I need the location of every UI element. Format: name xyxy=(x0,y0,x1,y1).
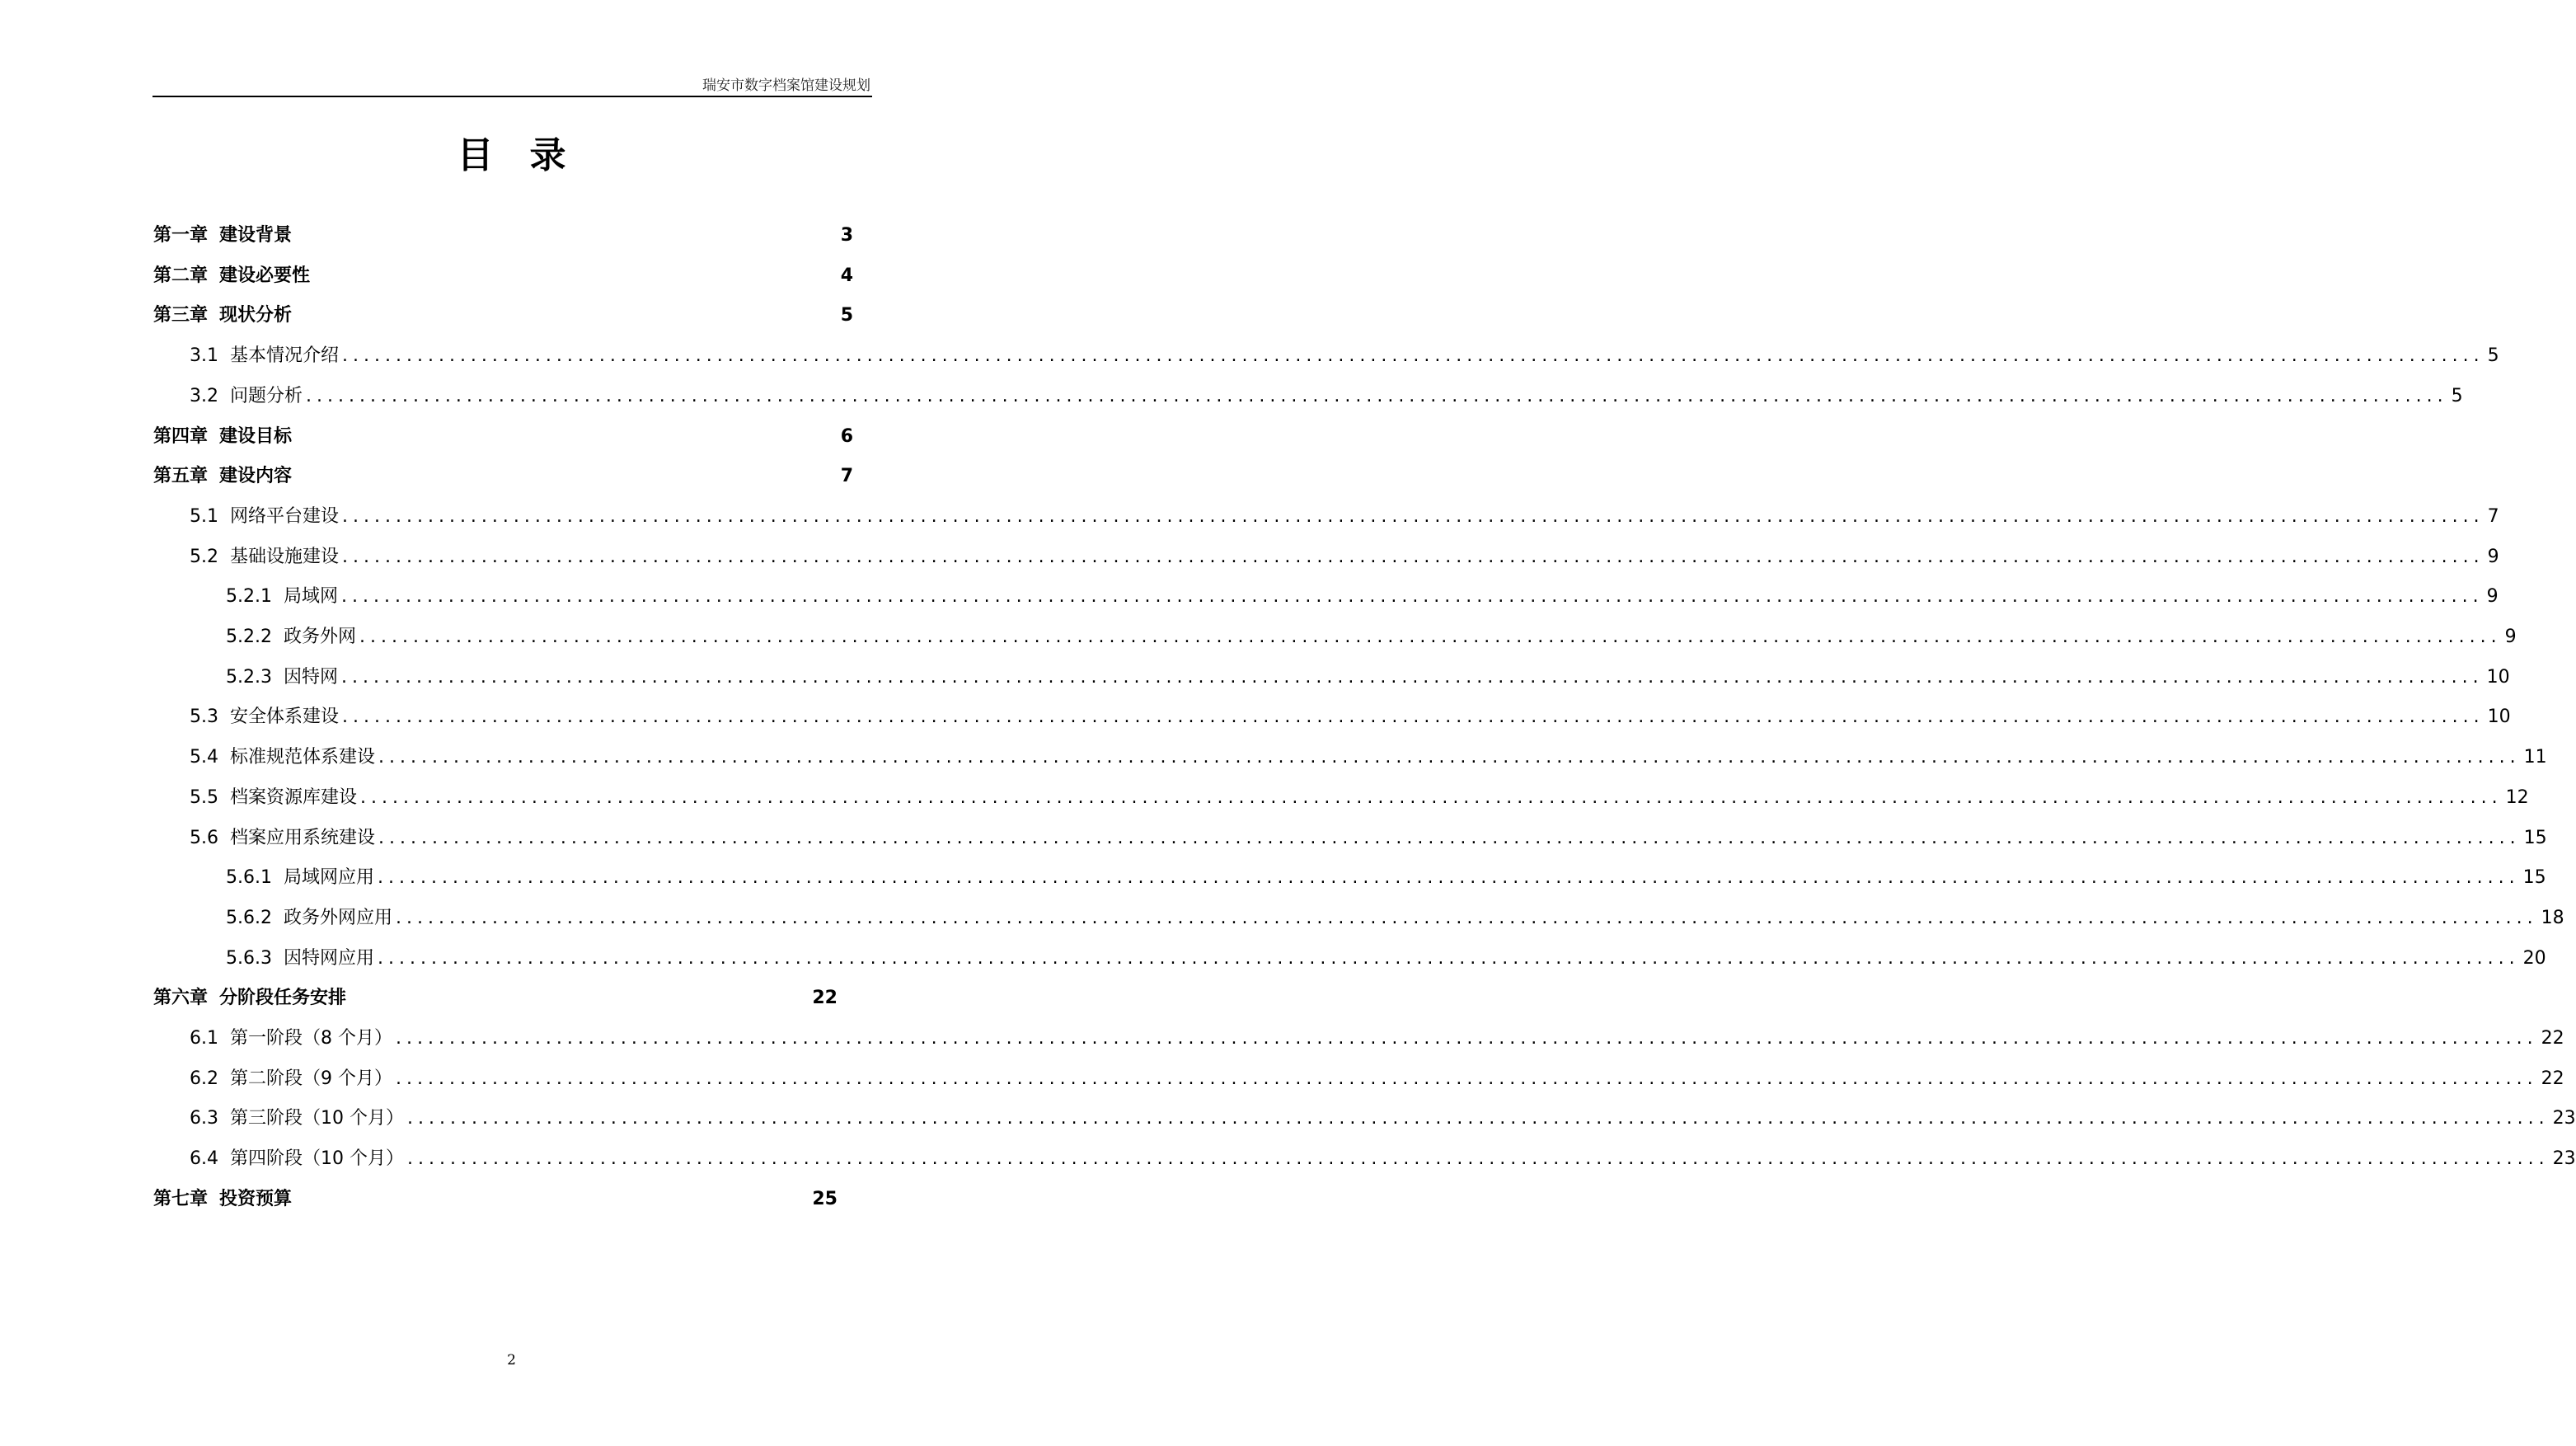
toc-entry-page-number: 25 xyxy=(812,1189,838,1209)
toc-entry-label: 标准规范体系建设 xyxy=(230,747,376,768)
dot-leader: ........................................................................................................................................................................................................ xyxy=(341,586,2484,607)
toc-entry-number: 第一章 xyxy=(153,225,209,246)
toc-section-entry[interactable] xyxy=(190,743,2547,769)
toc-entry-page-number: 9 xyxy=(2504,627,2517,647)
dot-leader: ........................................................................................................................................................................................................ xyxy=(342,345,2485,366)
header-title: 瑞安市数字档案馆建设规划 xyxy=(702,77,870,94)
toc-section-entry[interactable] xyxy=(190,824,2547,850)
toc-section-entry[interactable] xyxy=(190,382,2463,408)
toc-entry-label: 基础设施建设 xyxy=(230,547,340,567)
toc-entry-number: 5.1 xyxy=(190,506,218,527)
toc-entry-page-number: 7 xyxy=(840,466,853,486)
toc-entry-label: 档案资源库建设 xyxy=(230,787,358,808)
toc-entry-number: 5.5 xyxy=(190,787,218,808)
toc-entry-page-number: 22 xyxy=(2541,1068,2564,1089)
toc-chapter-entry[interactable] xyxy=(153,301,853,327)
dot-leader: ........................................................................................................................................................................................................ xyxy=(342,707,2485,727)
toc-entry-label: 局域网应用 xyxy=(283,867,374,888)
toc-entry-number: 6.4 xyxy=(190,1148,218,1169)
toc-entry-page-number: 18 xyxy=(2541,908,2564,928)
toc-entry-number: 6.3 xyxy=(190,1108,218,1129)
toc-entry-label: 第一阶段（8 个月） xyxy=(230,1028,392,1049)
toc-entry-number: 5.4 xyxy=(190,747,218,768)
toc-entry-page-number: 9 xyxy=(2486,586,2499,607)
dot-leader: ........................................................................................................................................................................................................ xyxy=(360,787,2503,808)
dot-leader: ........................................................................................................................................................................................................ xyxy=(378,867,2520,888)
toc-entry-number: 第二章 xyxy=(153,265,209,286)
toc-section-entry[interactable] xyxy=(226,622,2517,649)
toc-entry-label: 问题分析 xyxy=(230,386,303,406)
toc-entry-label: 投资预算 xyxy=(219,1189,293,1209)
toc-entry-page-number: 9 xyxy=(2487,547,2499,567)
toc-entry-page-number: 12 xyxy=(2505,787,2529,808)
toc-entry-label: 档案应用系统建设 xyxy=(230,828,376,848)
toc-entry-number: 5.6.1 xyxy=(226,867,272,888)
toc-section-entry[interactable] xyxy=(190,783,2529,810)
toc-section-entry[interactable] xyxy=(226,582,2499,608)
dot-leader: ........................................................................................................................................................................................................ xyxy=(378,747,2521,768)
toc-chapter-entry[interactable] xyxy=(153,261,853,288)
toc-entry-number: 6.2 xyxy=(190,1068,218,1089)
toc-entry-label: 因特网 xyxy=(283,667,338,688)
toc-entry-page-number: 15 xyxy=(2523,828,2547,848)
toc-entry-label: 第四阶段（10 个月） xyxy=(230,1148,404,1169)
toc-entry-page-number: 6 xyxy=(840,426,853,447)
toc-entry-label: 政务外网 xyxy=(283,627,356,647)
toc-entry-label: 因特网应用 xyxy=(283,948,374,969)
toc-entry-label: 基本情况介绍 xyxy=(230,345,340,366)
toc-section-entry[interactable] xyxy=(226,944,2546,970)
toc-entry-page-number: 7 xyxy=(2487,506,2499,527)
dot-leader: ........................................................................................................................................................................................................ xyxy=(396,908,2538,928)
toc-entry-number: 第三章 xyxy=(153,305,209,326)
toc-entry-page-number: 5 xyxy=(840,305,853,326)
dot-leader: ........................................................................................................................................................................................................ xyxy=(407,1148,2550,1169)
dot-leader: ........................................................................................................................................................................................................ xyxy=(341,667,2484,688)
toc-entry-label: 建设背景 xyxy=(219,225,293,246)
toc-entry-label: 分阶段任务安排 xyxy=(219,988,347,1008)
toc-entry-number: 5.3 xyxy=(190,707,218,727)
toc-entry-page-number: 10 xyxy=(2486,667,2510,688)
dot-leader: ........................................................................................................................................................................................................ xyxy=(378,828,2521,848)
toc-entry-page-number: 4 xyxy=(840,265,853,286)
toc-entry-number: 5.2.1 xyxy=(226,586,272,607)
toc-entry-label: 建设目标 xyxy=(219,426,293,447)
toc-entry-number: 5.2 xyxy=(190,547,218,567)
page-number: 2 xyxy=(507,1352,516,1369)
toc-entry-number: 第七章 xyxy=(153,1189,209,1209)
toc-entry-label: 建设内容 xyxy=(219,466,293,486)
toc-entry-page-number: 11 xyxy=(2523,747,2547,768)
dot-leader: ........................................................................................................................................................................................................ xyxy=(342,506,2485,527)
dot-leader: ........................................................................................................................................................................................................ xyxy=(378,948,2520,969)
toc-section-entry[interactable] xyxy=(190,1064,2564,1091)
dot-leader: ........................................................................................................................................................................................................ xyxy=(396,1068,2538,1089)
toc-entry-number: 5.6.2 xyxy=(226,908,272,928)
toc-entry-page-number: 22 xyxy=(812,988,838,1008)
toc-entry-number: 6.1 xyxy=(190,1028,218,1049)
toc-entry-label: 政务外网应用 xyxy=(283,908,392,928)
toc-chapter-entry[interactable] xyxy=(153,1185,838,1211)
toc-section-entry[interactable] xyxy=(190,502,2499,528)
toc-entry-page-number: 22 xyxy=(2541,1028,2564,1049)
toc-section-entry[interactable] xyxy=(190,341,2499,368)
dot-leader: ........................................................................................................................................................................................................ xyxy=(342,547,2485,567)
toc-entry-page-number: 15 xyxy=(2522,867,2546,888)
toc-section-entry[interactable] xyxy=(226,863,2546,890)
toc-entry-label: 建设必要性 xyxy=(219,265,311,286)
toc-entry-number: 5.2.2 xyxy=(226,627,272,647)
toc-entry-number: 5.2.3 xyxy=(226,667,272,688)
toc-entry-number: 第四章 xyxy=(153,426,209,447)
toc-section-entry[interactable] xyxy=(226,904,2564,930)
toc-entry-page-number: 10 xyxy=(2487,707,2511,727)
toc-entry-page-number: 20 xyxy=(2522,948,2546,969)
toc-section-entry[interactable] xyxy=(226,663,2510,689)
toc-chapter-entry[interactable] xyxy=(153,422,853,448)
toc-entry-page-number: 3 xyxy=(840,225,853,246)
toc-entry-page-number: 5 xyxy=(2487,345,2499,366)
toc-entry-page-number: 23 xyxy=(2552,1148,2576,1169)
toc-entry-number: 5.6.3 xyxy=(226,948,272,969)
dot-leader: ........................................................................................................................................................................................................ xyxy=(396,1028,2538,1049)
toc-title: 目录 xyxy=(457,134,603,176)
dot-leader: ........................................................................................................................................................................................................ xyxy=(407,1108,2550,1129)
toc-entry-label: 现状分析 xyxy=(219,305,293,326)
toc-entry-number: 3.1 xyxy=(190,345,218,366)
toc-entry-label: 安全体系建设 xyxy=(230,707,340,727)
toc-entry-number: 3.2 xyxy=(190,386,218,406)
toc-entry-label: 局域网 xyxy=(283,586,338,607)
dot-leader: ........................................................................................................................................................................................................ xyxy=(306,386,2448,406)
toc-entry-page-number: 5 xyxy=(2451,386,2463,406)
toc-entry-label: 第三阶段（10 个月） xyxy=(230,1108,404,1129)
toc-chapter-entry[interactable] xyxy=(153,221,853,247)
toc-section-entry[interactable] xyxy=(190,542,2499,569)
dot-leader: ........................................................................................................................................................................................................ xyxy=(359,627,2502,647)
toc-entry-number: 第五章 xyxy=(153,466,209,486)
toc-chapter-entry[interactable] xyxy=(153,462,853,488)
toc-section-entry[interactable] xyxy=(190,1024,2564,1050)
toc-entry-page-number: 23 xyxy=(2552,1108,2576,1129)
toc-section-entry[interactable] xyxy=(190,1144,2576,1171)
toc-section-entry[interactable] xyxy=(190,702,2511,729)
toc-entry-number: 第六章 xyxy=(153,988,209,1008)
toc-chapter-entry[interactable] xyxy=(153,984,838,1010)
toc-entry-label: 第二阶段（9 个月） xyxy=(230,1068,392,1089)
toc-section-entry[interactable] xyxy=(190,1104,2576,1130)
toc-entry-label: 网络平台建设 xyxy=(230,506,340,527)
toc-entry-number: 5.6 xyxy=(190,828,218,848)
